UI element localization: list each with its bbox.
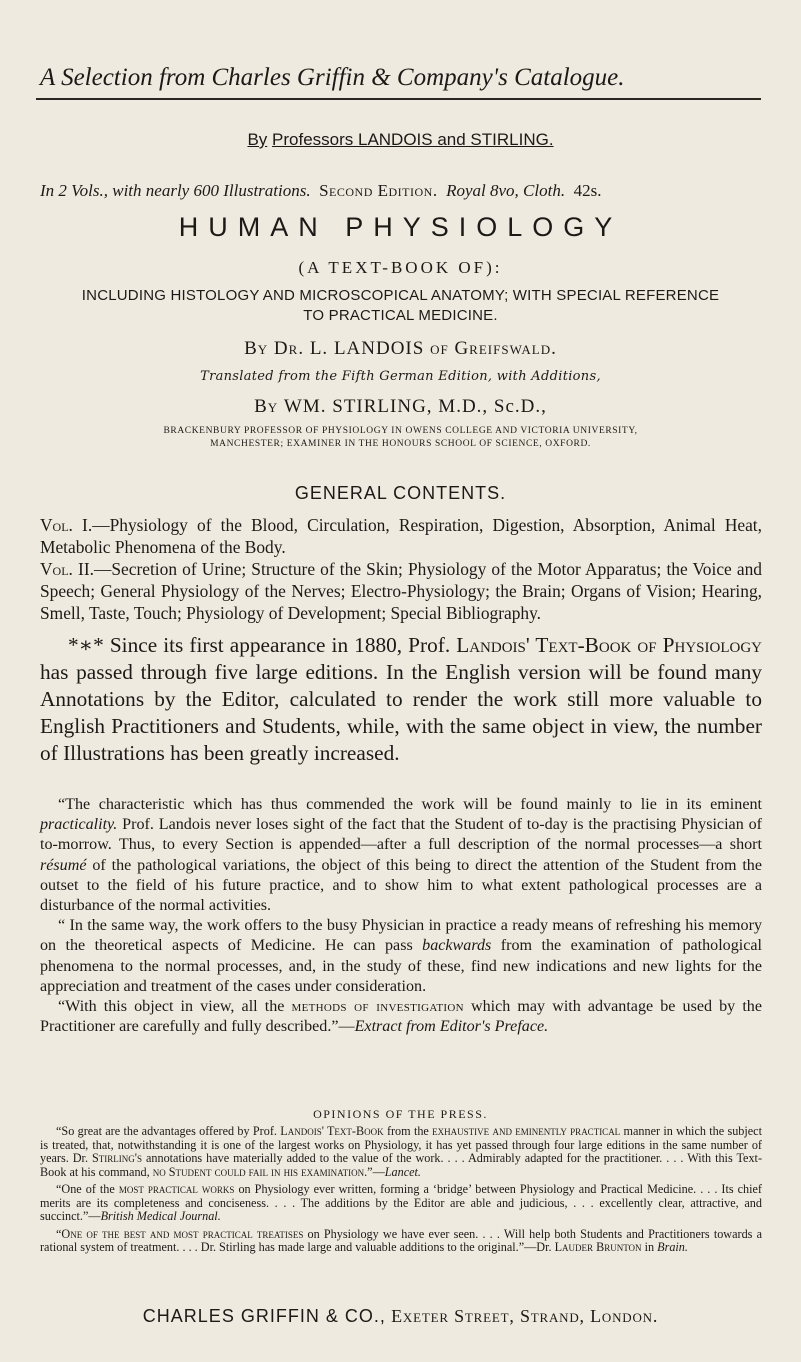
opinion-text: .”— <box>364 1164 385 1179</box>
translator-affiliation <box>0 425 801 451</box>
volume-label: Vol. II. <box>40 559 94 579</box>
author-name: LANDOIS <box>333 338 425 359</box>
opinion-source: Brain. <box>657 1240 688 1254</box>
volumes-note: In 2 Vols., with nearly 600 Illustrations. <box>40 181 311 200</box>
opinion-text: annotations have materially added to the value of the work. . . . Admirably adapted for the practitioner. . . . With this Text-Book at his command, <box>40 1151 763 1179</box>
translator-name: WM. STIRLING, M.D., Sc.D., <box>283 396 547 417</box>
opinion-text: in <box>641 1240 658 1254</box>
volume-list <box>40 514 762 624</box>
volume-text: —Secretion of Urine; Structure of the Skin; Physiology of the Motor Apparatus; the Voice and Speech; General Physiology of the Nerves; Electro-Physiology; the Brain; Organs of Vision; Hearing, Smell, Taste, Touch; Physiology of Development; Special Bibliography. <box>40 559 763 623</box>
opinion-text: on Physiology we have ever seen. . . . Will help both Students and Practitioners towards a rational system of treatment. . . . Dr. Stirling has made large and valuable additions to the original.”—Dr. <box>40 1226 762 1254</box>
price-label: 42s. <box>573 181 602 200</box>
opinion-emphasis: exhaustive and eminently practical <box>432 1124 621 1138</box>
translator-line <box>0 396 801 418</box>
opinion-source: British Medical Journal. <box>100 1209 221 1223</box>
opinion-emphasis: Stirling's <box>92 1151 142 1165</box>
quote-text: Prof. Landois never loses sight of the fact that the Student of to-day is the practising Physician of to-morrow. Thus, to every Section is appended—after a full description of the normal processes—a short <box>40 816 762 854</box>
book-subtitle: (A TEXT-BOOK OF): <box>298 258 503 277</box>
description-text: has passed through five large editions. In the English version will be found many Annotations by the Editor, calculated to render the work still more valuable to English Practitioners and Students, while, with the same object in view, the number of Illustrations has been greatly increased. <box>40 660 762 765</box>
by-line <box>0 130 801 150</box>
affiliation-line-2: MANCHESTER; EXAMINER IN THE HONOURS SCHOOL OF SCIENCE, OXFORD. <box>210 439 591 449</box>
publisher-name: CHARLES GRIFFIN & CO., <box>142 1306 386 1326</box>
preface-paragraph <box>40 916 762 997</box>
format-label: Royal 8vo, Cloth. <box>446 181 566 200</box>
quote-source: Extract from Editor's Preface. <box>354 1018 549 1036</box>
opinion-emphasis: Landois' Text-Book <box>280 1124 384 1138</box>
including-note <box>0 286 801 326</box>
authors-line: Professors LANDOIS and STIRLING. <box>272 130 554 149</box>
quote-emphasis: backwards <box>422 937 492 955</box>
description-book-name: Landois' Text-Book of Physiology <box>456 633 762 657</box>
including-line-1: INCLUDING HISTOLOGY AND MICROSCOPICAL ANATOMY; WITH SPECIAL REFERENCE <box>81 287 720 304</box>
affiliation-line-1: BRACKENBURY PROFESSOR OF PHYSIOLOGY IN OWENS COLLEGE AND VICTORIA UNIVERSITY, <box>163 426 638 436</box>
opinion-text: from the <box>383 1124 433 1138</box>
opinion-emphasis: most practical works <box>118 1182 235 1196</box>
opinion-source: Lancet. <box>384 1164 421 1179</box>
quote-text: “With this object in view, all the <box>58 998 292 1016</box>
author-prefix: By Dr. L. <box>244 338 334 359</box>
including-line-2: TO PRACTICAL MEDICINE. <box>303 307 498 324</box>
by-prefix: By <box>247 130 268 149</box>
press-opinion <box>40 1183 762 1224</box>
quote-text: which may with advantage be used by the Practitioner are carefully and fully described.”— <box>40 998 762 1036</box>
translated-note: Translated from the Fifth German Edition, with Additions, <box>200 369 601 384</box>
opinion-text: on Physiology ever written, forming a ‘bridge’ between Physiology and Practical Medicine. . . . Its chief merits are its completeness and conciseness. . . . The additions by the Editor are able and judicious, . . . excellently clear, attractive, and succinct.”— <box>40 1182 762 1223</box>
quote-text: of the pathological variations, the object of this being to direct the attention of the Student from the outset to the field of his future practice, and to show him to what extent pathological processes are a disturbance of the normal activities. <box>40 856 762 915</box>
description-text: Since its first appearance in 1880, Prof. <box>103 633 457 657</box>
preface-paragraph <box>40 997 762 1037</box>
quote-text: “The characteristic which has thus commended the work will be found mainly to lie in its eminent <box>58 796 762 813</box>
edition-label: Second Edition. <box>319 181 438 200</box>
contents-heading: GENERAL CONTENTS. <box>294 483 507 503</box>
book-title: HUMAN PHYSIOLOGY <box>178 212 623 242</box>
quote-text: from the examination of pathological phenomena to the normal processes, and, in the study of these, find new indications and new lights for the appreciation and treatment of the cases under consideration. <box>40 937 762 995</box>
publisher-address: Exeter Street, Strand, London. <box>385 1306 659 1326</box>
opinion-emphasis: Lauder Brunton <box>554 1240 642 1254</box>
quote-text: “ In the same way, the work offers to the busy Physician in practice a ready means of refreshing his memory on the theoretical aspects of Medicine. He can pass <box>40 917 762 955</box>
opinion-text: “So great are the advantages offered by Prof. <box>56 1124 281 1138</box>
quote-emphasis: résumé <box>40 856 87 874</box>
quote-emphasis: methods of investigation <box>291 998 464 1016</box>
opinion-text: “ <box>56 1226 62 1241</box>
asterism-mark: *∗* <box>68 633 104 657</box>
edition-line <box>40 181 601 201</box>
press-opinions <box>40 1125 762 1259</box>
opinions-heading: OPINIONS OF THE PRESS. <box>313 1107 488 1121</box>
preface-paragraph <box>40 795 762 916</box>
author-line <box>0 338 801 360</box>
preface-extract <box>40 795 762 1037</box>
volume-item <box>40 558 762 624</box>
author-suffix: of Greifswald. <box>424 338 557 359</box>
volume-text: —Physiology of the Blood, Circulation, Respiration, Digestion, Absorption, Animal Heat, Metabolic Phenomena of the Body. <box>40 515 762 557</box>
press-opinion <box>40 1228 762 1255</box>
volume-item <box>40 514 762 558</box>
publisher-imprint <box>0 1306 801 1327</box>
press-opinion <box>40 1125 762 1179</box>
volume-label: Vol. I. <box>40 515 93 535</box>
opinion-text: manner in which the subject is treated, that, notwithstanding it is one of the largest works on Physiology, it has yet passed through four large editions in the same number of years. Dr. <box>40 1124 762 1165</box>
translator-prefix: By <box>254 396 284 417</box>
opinion-text: “One of the <box>56 1182 119 1196</box>
opinion-emphasis: One of the best and most practical treatises <box>61 1226 304 1241</box>
quote-emphasis: practicality. <box>40 816 118 834</box>
header-rule <box>36 98 761 100</box>
running-head: A Selection from Charles Griffin & Company's Catalogue. <box>40 64 625 91</box>
opinion-emphasis: no Student could fail in his examination <box>152 1164 365 1179</box>
description-paragraph <box>40 632 762 767</box>
